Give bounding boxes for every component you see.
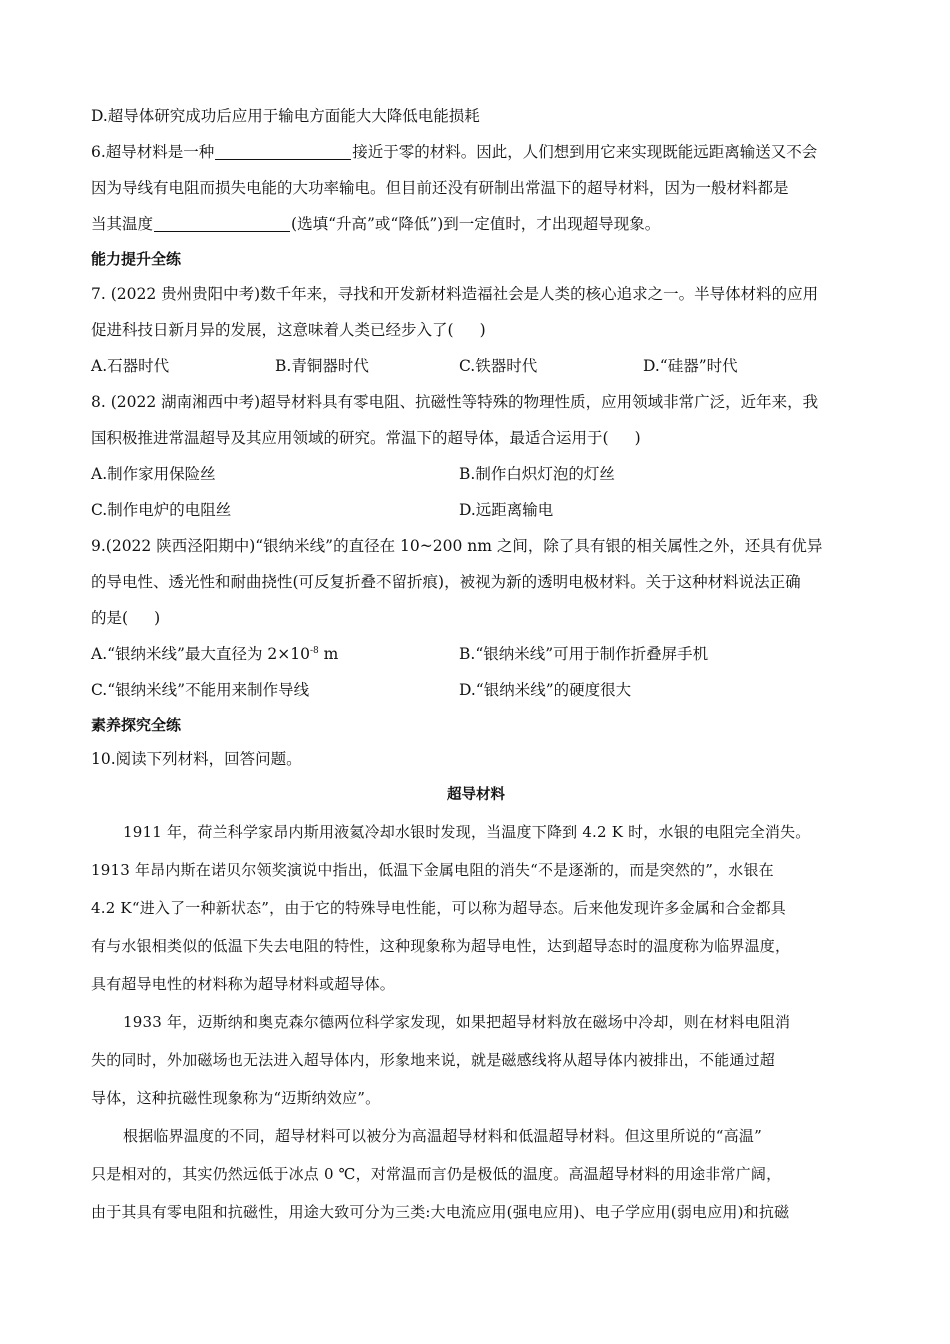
option-a-text: A.“银纳米线”最大直径为 2×10 [91, 645, 310, 663]
q9-options-row-1 [91, 636, 861, 672]
reading-line: 失的同时，外加磁场也无法进入超导体内，形象地来说，就是磁感线将从超导体内被排出，不能通过超 [91, 1051, 776, 1069]
q7-options [91, 348, 861, 384]
option-c[interactable]: C.制作电炉的电阻丝 [91, 501, 232, 519]
q7-text: 促进科技日新月异的发展，这意味着人类已经步入了( [91, 321, 454, 339]
q6-text: 当其温度 [91, 215, 154, 233]
option-d[interactable]: D.“硅器”时代 [643, 357, 738, 375]
reading-line: 由于其具有零电阻和抗磁性，用途大致可分为三类:大电流应用(强电应用)、电子学应用(弱电应用)和抗磁 [91, 1203, 790, 1221]
option-b[interactable]: B.制作白炽灯泡的灯丝 [459, 465, 615, 483]
answer-blank[interactable] [154, 213, 290, 232]
q7-text: ) [479, 321, 486, 339]
option-a-unit: m [318, 645, 339, 663]
option-b[interactable]: B.青铜器时代 [275, 357, 369, 375]
reading-line: 只是相对的，其实仍然远低于冰点 0 ℃，对常温而言仍是极低的温度。高温超导材料的用途非常广阔， [91, 1165, 782, 1183]
q6-line-3 [91, 206, 861, 242]
option-c[interactable]: C.“银纳米线”不能用来制作导线 [91, 681, 310, 699]
option-a[interactable] [91, 636, 459, 672]
q8-line-2 [91, 420, 861, 456]
q8-text: ) [634, 429, 641, 447]
section-heading-ability: 能力提升全练 [91, 250, 182, 268]
reading-line: 1933 年，迈斯纳和奥克森尔德两位科学家发现，如果把超导材料放在磁场中冷却，则在材料电阻消 [123, 1013, 791, 1031]
q10-intro: 10.阅读下列材料，回答问题。 [91, 750, 302, 768]
exponent: -8 [309, 646, 319, 656]
reading-line: 具有超导电性的材料称为超导材料或超导体。 [91, 975, 396, 993]
q7-line-2 [91, 312, 861, 348]
section-heading-literacy: 素养探究全练 [91, 716, 182, 734]
reading-line: 根据临界温度的不同，超导材料可以被分为高温超导材料和低温超导材料。但这里所说的“高温” [123, 1127, 762, 1145]
q8-options-row-2 [91, 492, 861, 528]
reading-line: 1913 年昂内斯在诺贝尔领奖演说中指出，低温下金属电阻的消失“不是逐渐的，而是突然的”，水银在 [91, 861, 774, 879]
q7-line-1: 7. (2022 贵州贵阳中考)数千年来，寻找和开发新材料造福社会是人类的核心追求之一。半导体材料的应用 [91, 285, 819, 303]
q6-line-2: 因为导线有电阻而损失电能的大功率输电。但目前还没有研制出常温下的超导材料，因为一般材料都是 [91, 179, 789, 197]
q9-text: ) [154, 609, 161, 627]
option-c[interactable]: C.铁器时代 [459, 357, 538, 375]
q9-line-3 [91, 600, 861, 636]
option-a[interactable]: A.制作家用保险丝 [91, 465, 216, 483]
reading-line: 4.2 K“进入了一种新状态”，由于它的特殊导电性能，可以称为超导态。后来他发现许多金属和合金都具 [91, 899, 786, 917]
q6-text: 接近于零的材料。因此，人们想到用它来实现既能远距离输送又不会 [352, 143, 818, 161]
option-d[interactable]: D.“银纳米线”的硬度很大 [459, 681, 632, 699]
reading-line: 1911 年，荷兰科学家昂内斯用液氦冷却水银时发现，当温度下降到 4.2 K 时，水银的电阻完全消失。 [123, 823, 811, 841]
q5-option-d: D.超导体研究成功后应用于输电方面能大大降低电能损耗 [91, 107, 480, 125]
q6-line-1 [91, 134, 861, 170]
reading-title: 超导材料 [447, 787, 505, 803]
reading-line: 有与水银相类似的低温下失去电阻的特性，这种现象称为超导电性，达到超导态时的温度称为临界温度， [91, 937, 791, 955]
reading-paragraph-3 [91, 1117, 861, 1231]
q9-text: 的是( [91, 609, 129, 627]
answer-blank[interactable] [215, 141, 351, 160]
q6-text: (选填“升高”或“降低”)到一定值时，才出现超导现象。 [291, 215, 661, 233]
q8-text: 国积极推进常温超导及其应用领域的研究。常温下的超导体，最适合运用于( [91, 429, 609, 447]
q6-text: 6.超导材料是一种 [91, 143, 215, 161]
reading-line: 导体，这种抗磁性现象称为“迈斯纳效应”。 [91, 1089, 381, 1107]
q9-line-1: 9.(2022 陕西泾阳期中)“银纳米线”的直径在 10~200 nm 之间，除了具有银的相关属性之外，还具有优异 [91, 537, 823, 555]
q8-line-1: 8. (2022 湖南湘西中考)超导材料具有零电阻、抗磁性等特殊的物理性质，应用领域非常广泛，近年来，我 [91, 393, 819, 411]
q9-options-row-2 [91, 672, 861, 708]
option-d[interactable]: D.远距离输电 [459, 501, 554, 519]
option-b[interactable]: B.“银纳米线”可用于制作折叠屏手机 [459, 645, 709, 663]
q9-line-2: 的导电性、透光性和耐曲挠性(可反复折叠不留折痕)，被视为新的透明电极材料。关于这种材料说法正确 [91, 573, 801, 591]
reading-paragraph-2 [91, 1003, 861, 1117]
option-a[interactable]: A.石器时代 [91, 357, 170, 375]
reading-paragraph-1 [91, 813, 861, 1003]
document-page [91, 98, 861, 1231]
q8-options-row-1 [91, 456, 861, 492]
